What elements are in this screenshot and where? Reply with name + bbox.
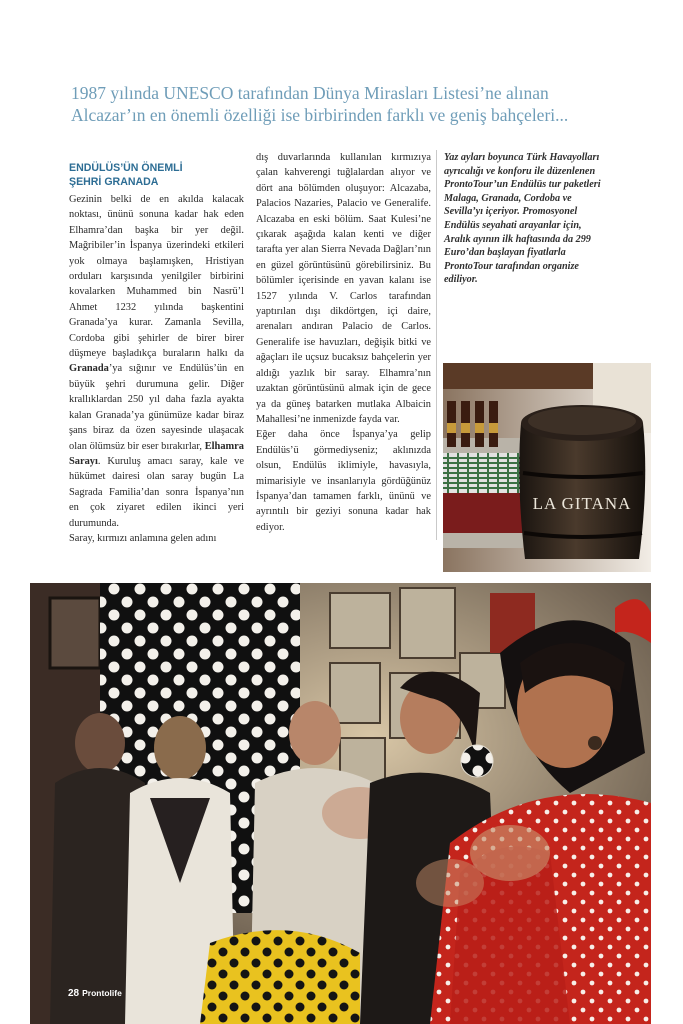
article-paragraph: Eğer daha önce İspanya’ya gelip Endülüs’ü görmediyseniz; aklınızda olsun, Endülüs iklimiyle, havasıyla, mimarisiyle ve insanlarıyla gördüğünüz İspanya’dan tamamen farklı, ününü ve ayrıntılı bir geziyi sonuna kadar hak ediyor. bbox=[256, 429, 431, 533]
text-run: . Kuruluş amacı saray, kale ve hükümet dairesi olan saray bugün La Sagrada Familia’dan sonra İspanya’nın en çok ziyaret edilen ikinci yeri durumunda. bbox=[69, 455, 244, 529]
barrel-photo-illustration bbox=[443, 363, 651, 572]
intro-line-2: Alcazar’ın en önemli özelliği ise birbirinden farklı ve geniş bahçeleri... bbox=[71, 105, 569, 125]
column-divider bbox=[436, 150, 437, 540]
intro-line-1: 1987 yılında UNESCO tarafından Dünya Mirasları Listesi’ne alınan bbox=[71, 83, 549, 103]
bold-run: Granada bbox=[69, 363, 109, 375]
magazine-name: Prontolife bbox=[82, 988, 122, 998]
flamenco-photo-illustration bbox=[30, 583, 651, 1024]
section-heading-line-1: ENDÜLÜS’ÜN ÖNEMLİ bbox=[69, 162, 183, 174]
section-heading-line-2: ŞEHRİ GRANADA bbox=[69, 175, 159, 188]
flamenco-photo bbox=[30, 583, 651, 1024]
article-column-1 bbox=[69, 162, 244, 546]
article-paragraph bbox=[69, 192, 244, 531]
section-heading bbox=[69, 162, 244, 189]
text-run: Gezinin belki de en akılda kalacak noktası, ününü sonuna kadar hak eden Elhamra’dan başka bir yer değil. Mağribiler’in İspanya üzerindeki etkileri yok olmaya başlamışken, Hristiyan orduları karşısında yenilgiler birbirini kovalarken Muhammed bin Nasrü’l Ahmet 1232 yılında başkentini Granada’ya kurar. Zamanla Sevilla, Cordoba gibi şehirler de birer birer düşmeye başladıkça buraların halkı da bbox=[69, 194, 244, 360]
page-number: 28 bbox=[68, 988, 80, 999]
article-column-2 bbox=[256, 150, 431, 535]
barrel-label: LA GITANA bbox=[532, 494, 632, 513]
article-paragraph: dış duvarlarında kullanılan kırmızıya çalan kahverengi tuğlalardan alıyor ve dört ana bölümden oluşuyor: Alcazaba, Palacios Nazaries, Palacio ve Generalife. Alcazaba en eski bölüm. Saat Kulesi’ne çıkarak aşağıda kalan kenti ve diğer tarafta yer alan Sierra Nevada Dağları’nın en güzel görüntüsünü görebilirsiniz. Bu bölümler içerisinde en yavan kalanı ise 1527 yılında V. Carlos tarafından yaptırılan dışı dikdörtgen, içi daire, arenaları andıran Palacio de Carlos. Generalife ise havuzları, değişik bitki ve ağaçları ile uçsuz bucaksız bahçelerin yer aldığı yazlık bir saray. Elhamra’nın uzaktan görüntüsünü almak için de gece ya da güneş batarken mutlaka Albaicin Mahallesi’ne inmenizde fayda var. bbox=[256, 152, 431, 425]
article-paragraph: Saray, kırmızı anlamına gelen adını bbox=[69, 532, 217, 544]
bold-run: Elhamra Sarayı bbox=[69, 440, 244, 467]
text-run: ’ya sığınır ve Endülüs’ün en büyük şehri durumuna gelir. Diğer krallıklardan 250 yıl daha fazla ayakta kalan Granada’ya günümüze kadar biraz şans biraz da özen sayesinde ulaşacak olan ölümsüz bir eser bırakırlar, bbox=[69, 363, 244, 452]
intro-quote bbox=[71, 82, 631, 126]
page-footer bbox=[68, 988, 122, 999]
barrel-photo bbox=[443, 363, 651, 572]
sidebar-note: Yaz ayları boyunca Türk Havayolları ayrıcalığı ve konforu ile düzenlenen ProntoTour’un Endülüs tur paketleri Malaga, Granada, Cordoba ve Sevilla’yı içeriyor. Promosyonel Endülüs seyahati arayanlar için, Aralık ayının ilk haftasında da 299 Euro’dan başlayan fiyatlarla ProntoTour tarafından organize ediliyor. bbox=[444, 152, 601, 286]
